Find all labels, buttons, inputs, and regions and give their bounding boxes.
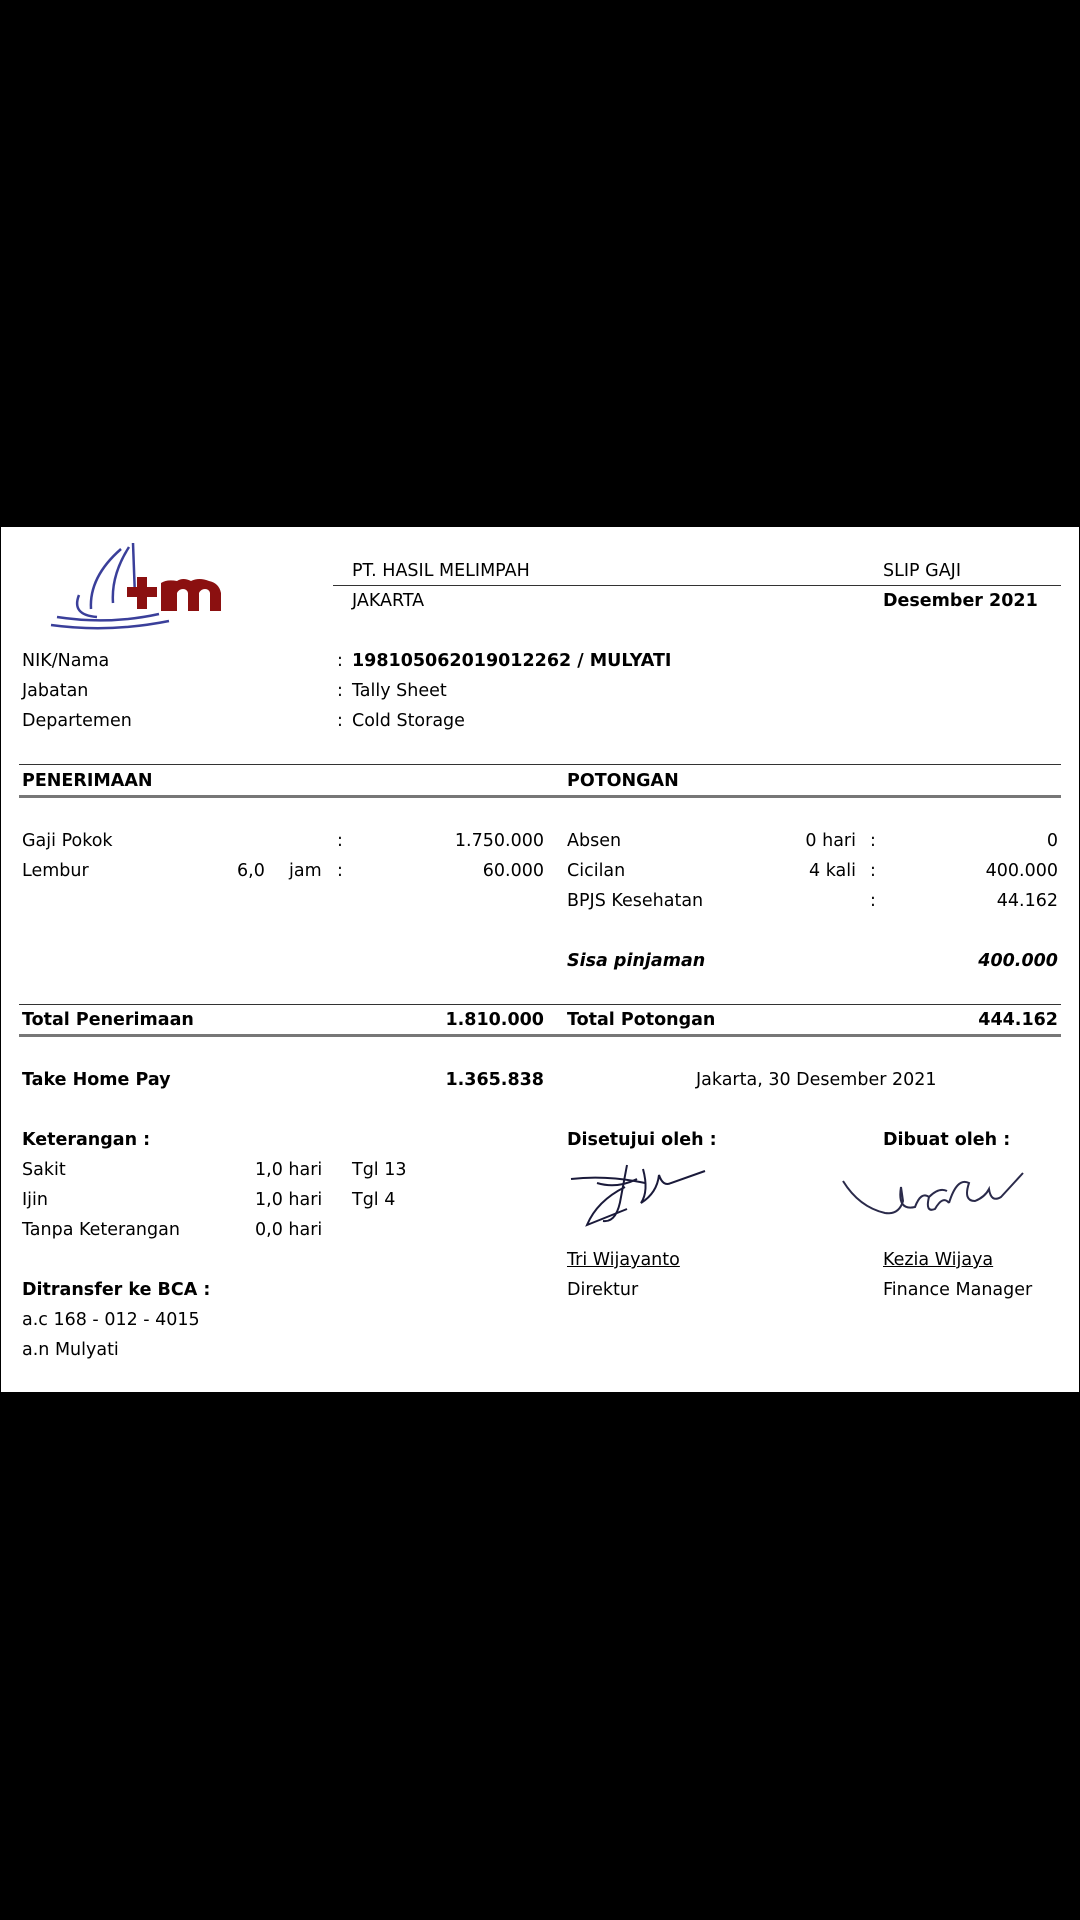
jabatan-value: Tally Sheet <box>352 681 447 701</box>
absen-qty: 0 hari <box>805 831 856 851</box>
sisa-value: 400.000 <box>978 951 1058 971</box>
dept-label: Departemen <box>22 711 132 731</box>
jabatan-label: Jabatan <box>22 681 89 701</box>
cicilan-value: 400.000 <box>985 861 1058 881</box>
approved-title: Direktur <box>567 1280 639 1300</box>
section-top-line <box>19 764 1061 765</box>
sisa-label: Sisa pinjaman <box>567 951 706 971</box>
absen-label: Absen <box>567 831 622 851</box>
ijin-tgl: Tgl 4 <box>352 1190 396 1210</box>
penerimaan-header: PENERIMAAN <box>22 771 153 791</box>
total-bottom-line <box>19 1034 1061 1037</box>
tanpa-days: 0,0 hari <box>255 1220 323 1240</box>
take-home-label: Take Home Pay <box>22 1070 171 1090</box>
director-signature <box>567 1157 707 1237</box>
lembur-qty: 6,0 <box>237 861 265 881</box>
company-city: JAKARTA <box>352 591 425 611</box>
bpjs-value: 44.162 <box>996 891 1058 911</box>
tanpa-label: Tanpa Keterangan <box>22 1220 180 1240</box>
jabatan-colon: : <box>337 681 343 701</box>
cicilan-colon: : <box>870 861 876 881</box>
absen-value: 0 <box>1046 831 1058 851</box>
sakit-label: Sakit <box>22 1160 66 1180</box>
total-potongan-value: 444.162 <box>978 1010 1058 1030</box>
slip-period: Desember 2021 <box>883 591 1038 611</box>
lembur-unit: jam <box>289 861 322 881</box>
gaji-label: Gaji Pokok <box>22 831 113 851</box>
total-penerimaan-label: Total Penerimaan <box>22 1010 194 1030</box>
cicilan-qty: 4 kali <box>809 861 856 881</box>
salary-slip <box>1 527 1079 1392</box>
header-divider <box>333 585 1061 586</box>
transfer-header: Ditransfer ke BCA : <box>22 1280 211 1300</box>
nik-label: NIK/Nama <box>22 651 110 671</box>
bpjs-label: BPJS Kesehatan <box>567 891 704 911</box>
lembur-label: Lembur <box>22 861 89 881</box>
bpjs-colon: : <box>870 891 876 911</box>
nik-value: 198105062019012262 / MULYATI <box>352 651 672 671</box>
section-header-line <box>19 795 1061 798</box>
company-name: PT. HASIL MELIMPAH <box>352 561 530 581</box>
gaji-value: 1.750.000 <box>454 831 544 851</box>
made-title: Finance Manager <box>883 1280 1033 1300</box>
nik-colon: : <box>337 651 343 671</box>
absen-colon: : <box>870 831 876 851</box>
transfer-name: a.n Mulyati <box>22 1340 119 1360</box>
made-name: Kezia Wijaya <box>883 1250 994 1270</box>
cicilan-label: Cicilan <box>567 861 626 881</box>
dept-value: Cold Storage <box>352 711 465 731</box>
ijin-label: Ijin <box>22 1190 48 1210</box>
total-potongan-label: Total Potongan <box>567 1010 716 1030</box>
dept-colon: : <box>337 711 343 731</box>
lembur-value: 60.000 <box>482 861 544 881</box>
ijin-days: 1,0 hari <box>255 1190 323 1210</box>
transfer-account: a.c 168 - 012 - 4015 <box>22 1310 200 1330</box>
lembur-colon: : <box>337 861 343 881</box>
keterangan-header: Keterangan : <box>22 1130 151 1150</box>
place-date: Jakarta, 30 Desember 2021 <box>696 1070 937 1090</box>
take-home-value: 1.365.838 <box>445 1070 544 1090</box>
total-penerimaan-value: 1.810.000 <box>445 1010 544 1030</box>
approved-header: Disetujui oleh : <box>567 1130 717 1150</box>
approved-name: Tri Wijayanto <box>567 1250 680 1270</box>
sakit-days: 1,0 hari <box>255 1160 323 1180</box>
sakit-tgl: Tgl 13 <box>352 1160 407 1180</box>
potongan-header: POTONGAN <box>567 771 679 791</box>
total-top-line <box>19 1004 1061 1005</box>
gaji-colon: : <box>337 831 343 851</box>
finance-manager-signature <box>839 1167 1025 1231</box>
made-header: Dibuat oleh : <box>883 1130 1011 1150</box>
slip-title: SLIP GAJI <box>883 561 961 581</box>
company-logo <box>49 537 234 637</box>
